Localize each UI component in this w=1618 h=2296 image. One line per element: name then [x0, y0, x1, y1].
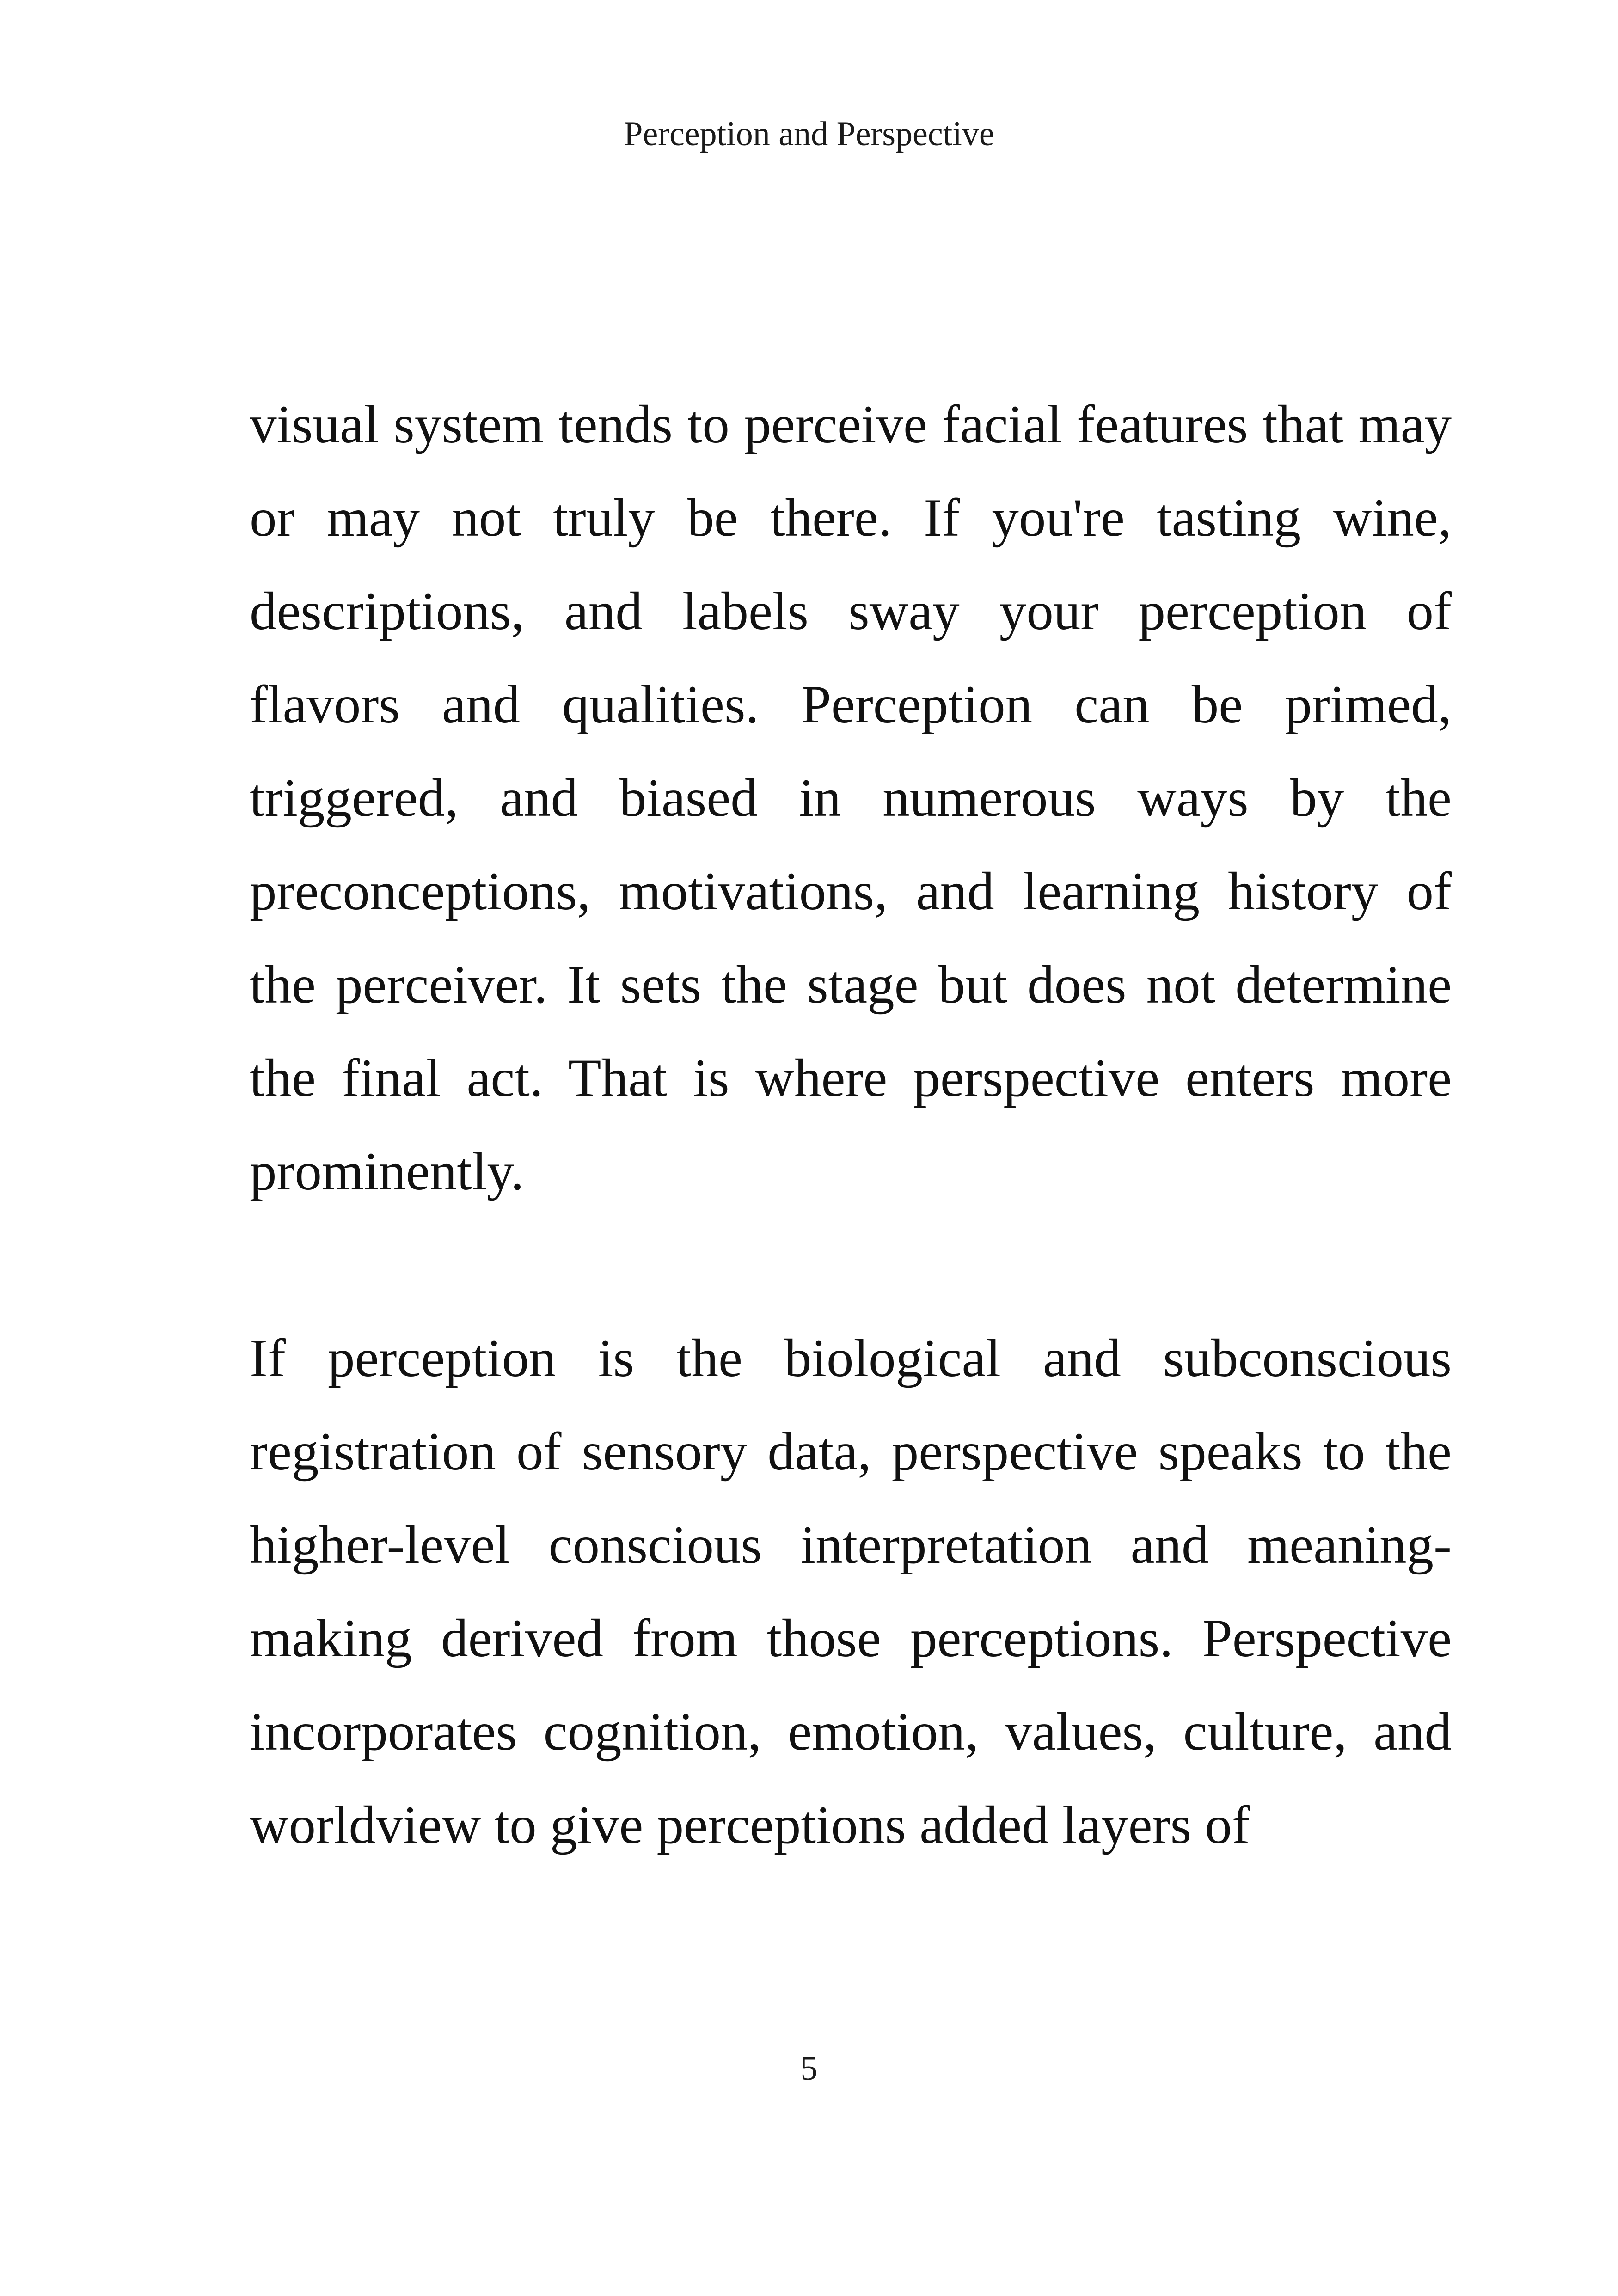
page-number: 5: [800, 2050, 818, 2088]
paragraph-1: visual system tends to perceive facial features that may or may not truly be there. If you're tasting wine, descriptions, and labels sway your perception of flavors and qualities. Perception can be primed, triggered, and biased in numerous ways by the preconceptions, motivations, and learning history of the perceiver. It sets the stage but does not determine the final act. That is where perspective enters more prominently.: [250, 395, 1452, 1201]
body-text: [250, 378, 1452, 1872]
running-header: Perception and Perspective: [624, 115, 994, 153]
paragraph-2: If perception is the biological and subconscious registration of sensory data, perspective speaks to the higher-level conscious interpretation and meaning-making derived from those perceptions. Perspective incorporates cognition, emotion, values, culture, and worldview to give perceptions added layers of: [250, 1329, 1452, 1855]
